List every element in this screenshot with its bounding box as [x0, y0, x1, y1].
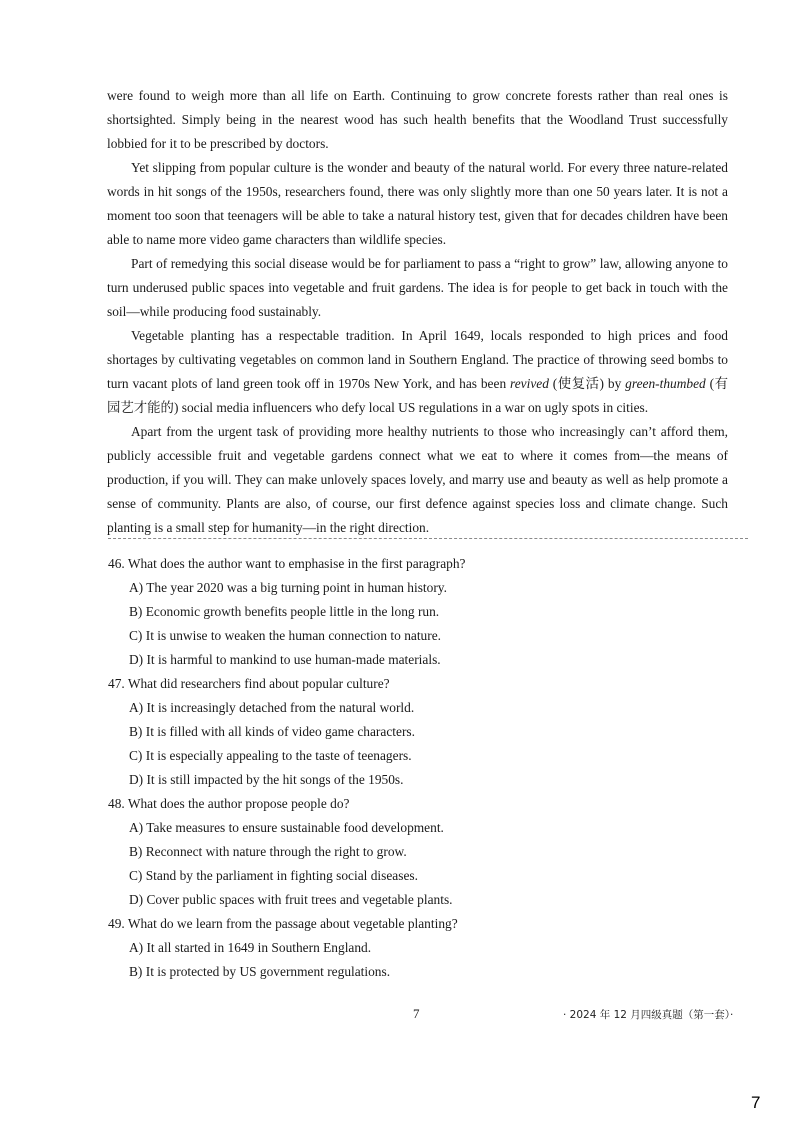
answer-option: D) It is still impacted by the hit songs of the 1950s. — [129, 772, 404, 787]
answer-option: D) Cover public spaces with fruit trees and vegetable plants. — [129, 892, 453, 907]
answer-option: B) Economic growth benefits people little in the long run. — [129, 604, 440, 619]
question-stem: 47. What did researchers find about popular culture? — [108, 676, 390, 691]
answer-option: C) Stand by the parliament in fighting social diseases. — [129, 868, 418, 883]
question-block — [108, 672, 728, 792]
answer-option: C) It is especially appealing to the taste of teenagers. — [129, 748, 412, 763]
question-block — [108, 552, 728, 672]
answer-option: A) Take measures to ensure sustainable food development. — [129, 820, 444, 835]
answer-option: A) It is increasingly detached from the natural world. — [129, 700, 415, 715]
passage-paragraph: were found to weigh more than all life on Earth. Continuing to grow concrete forests rather than real ones is shortsighted. Simply being in the nearest wood has such health benefits that the Woodland Trust successfully lobbied for it to be prescribed by doctors. — [107, 88, 728, 151]
answer-option: A) It all started in 1649 in Southern England. — [129, 940, 372, 955]
passage-paragraph: Apart from the urgent task of providing more healthy nutrients to those who increasingly can’t afford them, publicly accessible fruit and vegetable gardens connect what we eat to where it comes from—the means of production, if you will. They can make unlovely spaces lovely, and marry use and beauty as well as help promote a sense of community. Plants are also, of course, our first defence against species loss and climate change. Such planting is a small step for humanity—in the right direction. — [107, 424, 728, 535]
answer-option: C) It is unwise to weaken the human connection to nature. — [129, 628, 441, 643]
answer-option: B) It is protected by US government regulations. — [129, 964, 391, 979]
question-stem: 48. What does the author propose people do? — [108, 796, 350, 811]
question-block — [108, 912, 728, 984]
exam-footer-label: · 2024 年 12 月四级真题（第一套）· — [563, 1009, 734, 1021]
answer-option: B) Reconnect with nature through the right to grow. — [129, 844, 407, 859]
reading-passage — [107, 84, 728, 540]
question-stem: 46. What does the author want to emphasise in the first paragraph? — [108, 556, 466, 571]
paragraph-text: (使复活) by — [548, 376, 626, 391]
answer-option: D) It is harmful to mankind to use human-made materials. — [129, 652, 441, 667]
question-stem: 49. What do we learn from the passage about vegetable planting? — [108, 916, 458, 931]
corner-page-number: 7 — [751, 1093, 761, 1112]
page-number: 7 — [413, 1006, 420, 1021]
paragraph-text: Vegetable planting has a respectable tradition. In April 1649, locals responded to high prices and food shortages by cultivating vegetables on common land in Southern England. The practice of throwing seed bombs to turn vacant plots of land green took off in 1970s New York, and has been — [107, 328, 728, 391]
italic-term: revived — [510, 376, 549, 391]
passage-paragraph: Part of remedying this social disease would be for parliament to pass a “right to grow” law, allowing anyone to turn underused public spaces into vegetable and fruit gardens. The idea is for people to get back in touch with the soil—while producing food sustainably. — [107, 256, 728, 319]
section-divider — [108, 538, 748, 539]
passage-paragraph: Yet slipping from popular culture is the wonder and beauty of the natural world. For every three nature-related words in hit songs of the 1950s, researchers found, there was only slightly more than one 50 years later. It is not a moment too soon that teenagers will be able to take a natural history test, given that for decades children have been able to name more video game characters than wildlife species. — [107, 160, 728, 247]
passage-paragraph — [107, 324, 728, 420]
answer-option: A) The year 2020 was a big turning point in human history. — [129, 580, 447, 595]
question-list — [108, 552, 728, 984]
italic-term: green-thumbed — [625, 376, 706, 391]
paragraph-text: (有园艺才能的) social media influencers who defy local US regulations in a war on ugly spots in cities. — [107, 376, 728, 415]
answer-option: B) It is filled with all kinds of video game characters. — [129, 724, 415, 739]
question-block — [108, 792, 728, 912]
